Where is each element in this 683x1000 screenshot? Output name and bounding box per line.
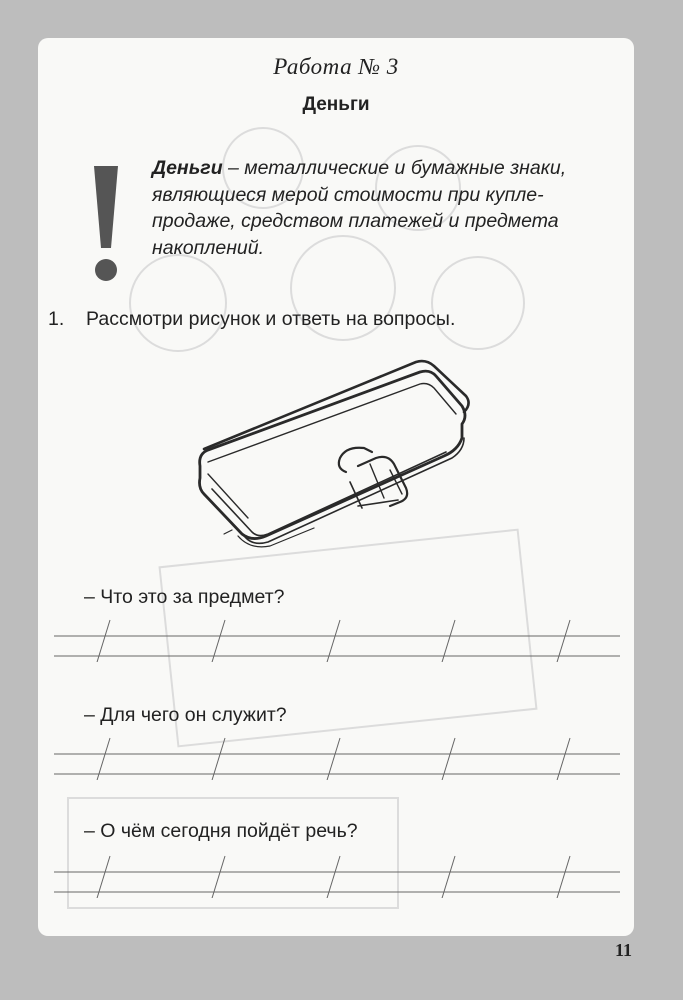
definition-body: – металлические и бумажные знаки, являющиеся мерой стоимости при купле-продаже, средством платежей и предмета накоплений. <box>152 157 567 259</box>
answer-lines-1[interactable] <box>54 618 620 662</box>
work-title: Работа № 3 <box>273 54 399 79</box>
page-number: 11 <box>614 940 632 960</box>
definition-term: Деньги <box>152 157 223 179</box>
question-1: – Что это за предмет? <box>84 586 285 608</box>
exclamation-icon <box>86 166 126 286</box>
definition-text <box>152 155 622 261</box>
answer-lines-2[interactable] <box>54 736 620 780</box>
task-1 <box>48 308 455 331</box>
topic-title: Деньги <box>302 94 370 115</box>
question-3: – О чём сегодня пойдёт речь? <box>84 820 358 842</box>
answer-lines-3[interactable] <box>54 854 620 898</box>
wallet-illustration <box>194 354 484 554</box>
workbook-page <box>38 38 634 936</box>
task-text: Рассмотри рисунок и ответь на вопросы. <box>86 308 456 330</box>
question-2: – Для чего он служит? <box>84 704 287 726</box>
task-number: 1. <box>48 308 65 330</box>
